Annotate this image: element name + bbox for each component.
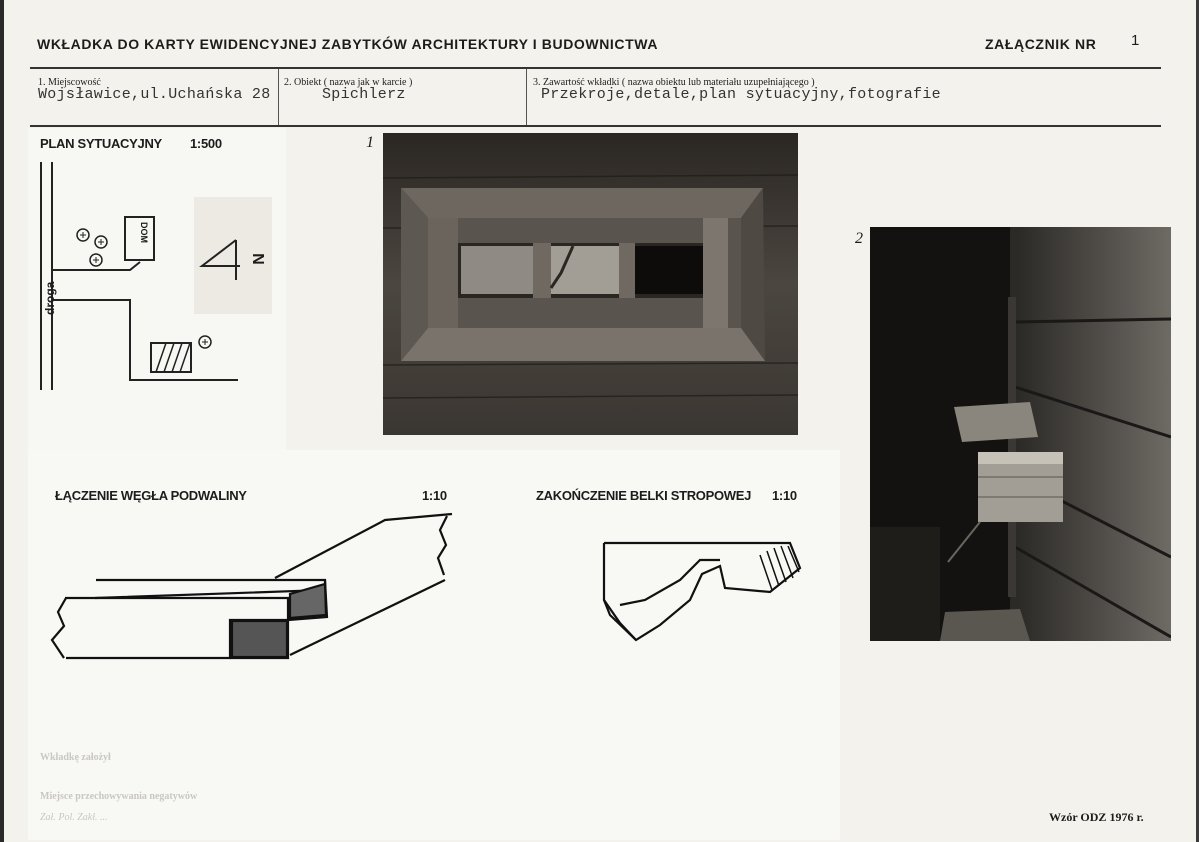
- object-value: Spichlerz: [322, 86, 406, 103]
- photo-1-number: 1: [366, 134, 374, 151]
- corner-joint-drawing: [52, 514, 452, 658]
- locality-label: 1. Miejscowość: [38, 77, 101, 88]
- detail-2-title: ZAKOŃCZENIE BELKI STROPOWEJ: [536, 488, 752, 503]
- detail-1-scale: 1:10: [422, 488, 447, 503]
- house-label: DOM: [139, 222, 149, 243]
- faded-form-line-1: Wkładkę założył: [40, 752, 111, 763]
- detail-1-title: ŁĄCZENIE WĘGŁA PODWALINY: [55, 488, 247, 503]
- photo-2-number: 2: [855, 230, 863, 247]
- north-label: N: [250, 253, 268, 265]
- template-footer: Wzór ODZ 1976 r.: [1049, 810, 1144, 824]
- contents-value: Przekroje,detale,plan sytuacyjny,fotografie: [541, 86, 941, 103]
- detail-2-scale: 1:10: [772, 488, 797, 503]
- annex-label: ZAŁĄCZNIK NR: [985, 36, 1097, 52]
- object-label: 2. Obiekt ( nazwa jak w karcie ): [284, 77, 413, 88]
- annex-number: 1: [1131, 32, 1140, 49]
- locality-value: Wojsławice,ul.Uchańska 28: [38, 86, 271, 103]
- contents-label: 3. Zawartość wkładki ( nazwa obiektu lub materiału uzupełniającego ): [533, 77, 815, 88]
- document-title: WKŁADKA DO KARTY EWIDENCYJNEJ ZABYTKÓW ARCHITEKTURY I BUDOWNICTWA: [37, 36, 659, 52]
- beam-end-drawing: [604, 543, 800, 640]
- site-plan-scale: 1:500: [190, 136, 222, 151]
- faded-form-line-2: Miejsce przechowywania negatywów: [40, 791, 198, 802]
- road-label: droga: [43, 281, 57, 315]
- site-plan-title: PLAN SYTUACYJNY: [40, 136, 162, 151]
- faded-form-line-3: Zał. Pol. Zakł. ...: [40, 812, 108, 823]
